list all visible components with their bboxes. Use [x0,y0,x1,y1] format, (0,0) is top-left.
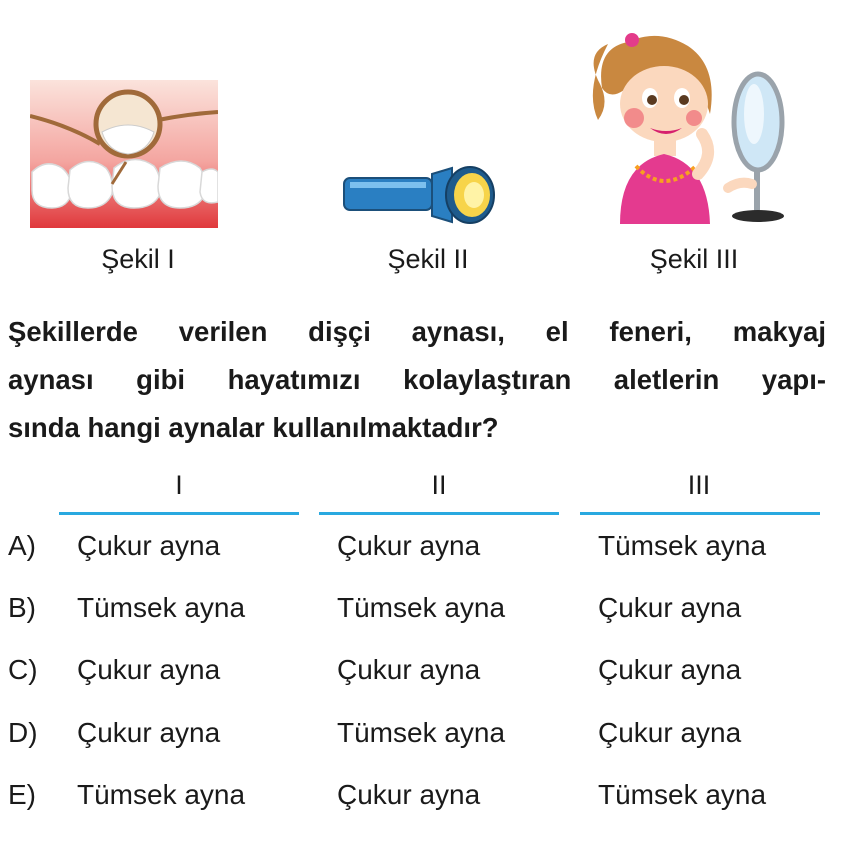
option-value-i: Tümsek ayna [77,592,246,623]
column-rule [59,512,299,515]
option-value-iii: Tümsek ayna [598,530,767,561]
option-value-ii: Tümsek ayna [337,592,506,623]
column-rule [580,512,820,515]
question-line: sında hangi aynalar kullanılmaktadır? [8,412,499,443]
option-value-i: Çukur ayna [77,530,221,561]
option-value-i: Tümsek ayna [77,779,246,810]
girl-with-makeup-mirror-icon [588,24,788,230]
option-letter: B) [8,592,36,623]
flashlight-icon [340,164,500,226]
option-value-ii: Çukur ayna [337,779,481,810]
dentist-mirror-icon [30,80,218,228]
figure-caption: Şekil II [387,244,469,274]
option-letter: C) [8,654,38,685]
option-value-ii: Tümsek ayna [337,717,506,748]
column-header-iii: III [687,470,711,500]
option-value-iii: Çukur ayna [598,717,742,748]
question-line: Şekillerde verilen dişçi aynası, el feneri, makyaj [8,316,826,347]
column-header-i: I [175,470,183,500]
figure-caption: Şekil I [101,244,175,274]
option-value-i: Çukur ayna [77,654,221,685]
column-rule [319,512,559,515]
option-letter: A) [8,530,36,561]
option-letter: D) [8,717,38,748]
option-value-iii: Tümsek ayna [598,779,767,810]
column-header-ii: II [431,470,447,500]
option-value-ii: Çukur ayna [337,530,481,561]
question-line: aynası gibi hayatımızı kolaylaştıran aletlerin yapı- [8,364,826,395]
option-value-ii: Çukur ayna [337,654,481,685]
option-letter: E) [8,779,36,810]
question-text [8,308,826,452]
figure-caption: Şekil III [649,244,739,274]
option-value-i: Çukur ayna [77,717,221,748]
option-value-iii: Çukur ayna [598,592,742,623]
option-value-iii: Çukur ayna [598,654,742,685]
